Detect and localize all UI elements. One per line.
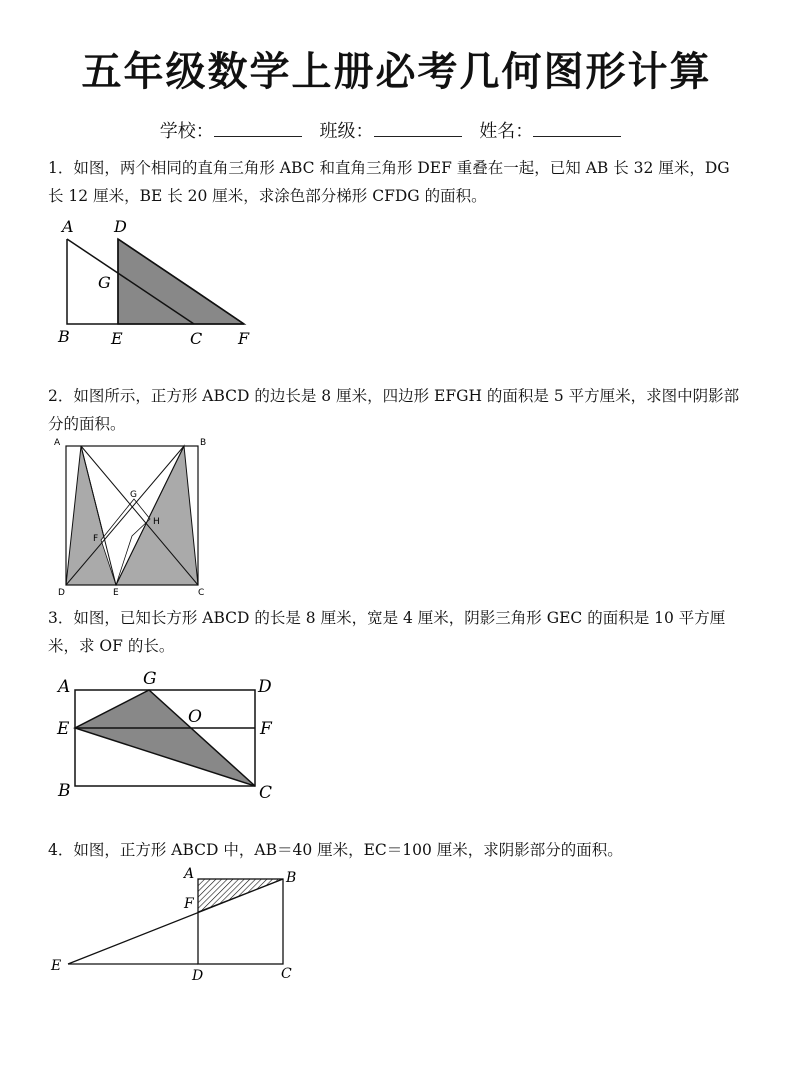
label-g: G xyxy=(130,490,137,500)
label-f: F xyxy=(238,329,250,348)
school-label: 学校： xyxy=(159,121,214,142)
label-o: O xyxy=(188,707,202,727)
label-d: D xyxy=(114,217,127,236)
label-a: A xyxy=(184,866,195,882)
question-2-figure xyxy=(48,435,218,604)
label-e: E xyxy=(51,958,62,974)
label-a: A xyxy=(58,677,71,697)
label-b: B xyxy=(286,870,297,886)
label-c: C xyxy=(190,329,203,348)
label-a: A xyxy=(62,217,74,236)
name-label: 姓名： xyxy=(479,121,534,142)
label-f: F xyxy=(184,896,194,912)
label-d: D xyxy=(58,588,65,598)
student-info-line xyxy=(0,117,793,143)
label-c: C xyxy=(281,966,292,982)
page-title: 五年级数学上册必考几何图形计算 xyxy=(81,49,712,95)
label-c: C xyxy=(259,783,273,803)
line-eb xyxy=(68,879,283,964)
label-b: B xyxy=(200,438,207,448)
shaded-triangle-gec xyxy=(75,690,255,786)
label-c: C xyxy=(198,588,205,598)
label-e: E xyxy=(113,588,119,598)
question-4-figure xyxy=(46,862,316,996)
label-b: B xyxy=(58,781,71,801)
label-d: D xyxy=(258,677,272,697)
label-e: E xyxy=(57,719,70,739)
question-3-text: 3．如图，已知长方形 ABCD 的长是 8 厘米，宽是 4 厘米，阴影三角形 GEC 的面积是 10 平方厘米，求 OF 的长。 xyxy=(48,609,726,655)
school-blank[interactable] xyxy=(214,120,302,137)
question-4-text: 4．如图，正方形 ABCD 中，AB＝40 厘米，EC＝100 厘米，求阴影部分的面积。 xyxy=(48,841,623,859)
label-h: H xyxy=(153,517,160,527)
label-b: B xyxy=(58,327,70,346)
label-e: E xyxy=(111,329,123,348)
question-1-text: 1．如图，两个相同的直角三角形 ABC 和直角三角形 DEF 重叠在一起，已知 AB 长 32 厘米，DG 长 12 厘米，BE 长 20 厘米，求涂色部分梯形 CFDG 的面积。 xyxy=(48,159,730,205)
label-g: G xyxy=(98,273,111,292)
shaded-triangle-left xyxy=(66,446,116,585)
question-3-figure xyxy=(48,668,288,812)
label-g: G xyxy=(143,669,157,689)
class-blank[interactable] xyxy=(374,120,462,137)
question-1-figure xyxy=(48,214,288,358)
label-f: F xyxy=(93,534,99,544)
question-2-text: 2．如图所示，正方形 ABCD 的边长是 8 厘米，四边形 EFGH 的面积是 5 平方厘米，求图中阴影部分的面积。 xyxy=(48,387,740,433)
label-d: D xyxy=(192,968,204,984)
name-blank[interactable] xyxy=(533,120,621,137)
class-label: 班级： xyxy=(319,121,374,142)
label-f: F xyxy=(260,719,272,739)
label-a: A xyxy=(54,438,61,448)
